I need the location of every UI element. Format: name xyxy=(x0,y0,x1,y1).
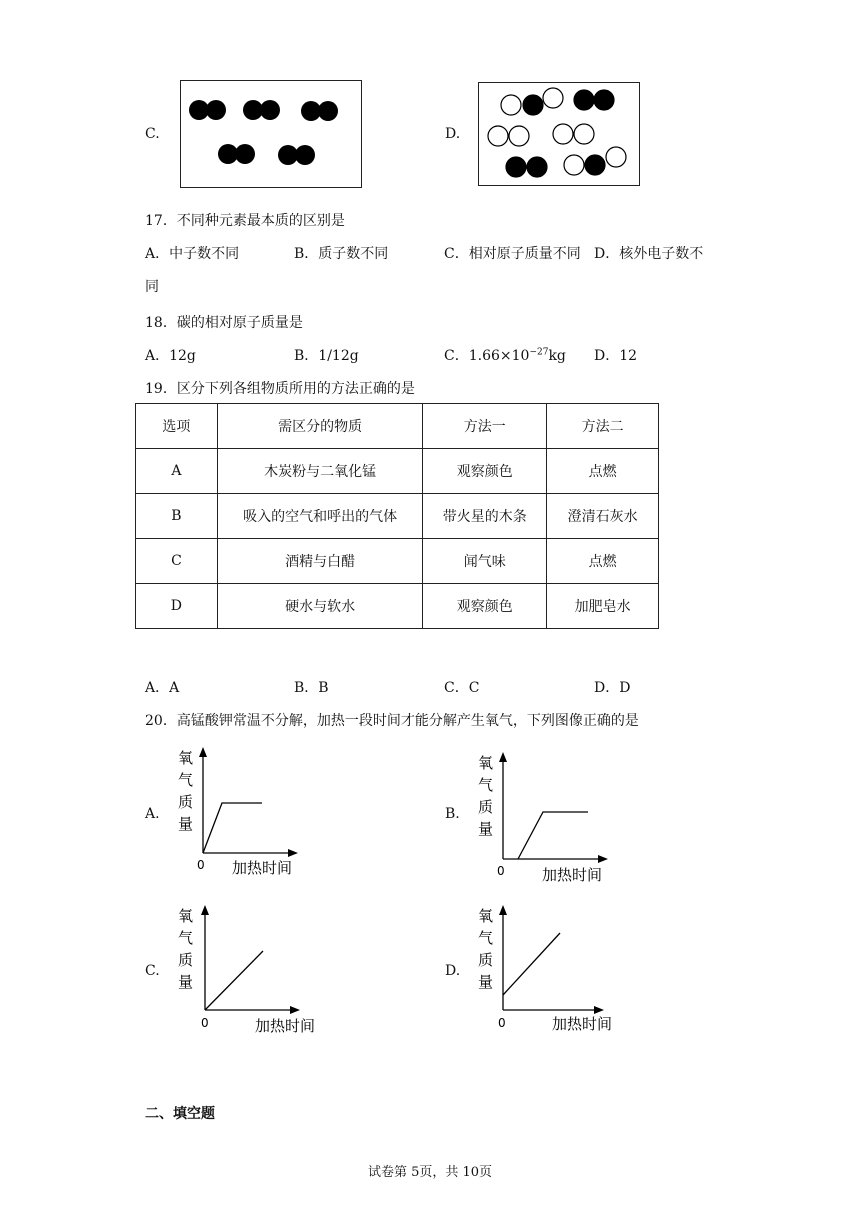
atom-filled xyxy=(594,90,614,110)
table-row xyxy=(136,584,659,629)
table-header-cell: 方法一 xyxy=(423,404,547,449)
table-cell: D xyxy=(136,584,218,629)
y-axis-label-char: 量 xyxy=(478,973,494,991)
table-cell: 带火星的木条 xyxy=(423,494,547,539)
atom-filled xyxy=(574,90,594,110)
curve xyxy=(518,812,588,859)
graph-b xyxy=(470,750,620,892)
curve xyxy=(205,951,263,1010)
y-axis-label-char: 质 xyxy=(478,951,494,969)
table-row xyxy=(136,494,659,539)
q18-option-c-exponent: −27 xyxy=(529,347,549,358)
graph-a-label: A. xyxy=(145,806,160,822)
option-d-label: D. xyxy=(445,126,461,142)
q18-option-c xyxy=(444,345,566,365)
table-cell: 硬水与软水 xyxy=(217,584,423,629)
atom-hollow xyxy=(509,126,529,146)
x-axis-arrow xyxy=(594,1006,604,1014)
table-cell: 观察颜色 xyxy=(423,584,547,629)
table-cell: A xyxy=(136,449,218,494)
y-axis-label-char: 气 xyxy=(478,776,494,794)
q19-option-b: B．B xyxy=(294,680,329,696)
table-cell: 木炭粉与二氧化锰 xyxy=(217,449,423,494)
table-header-cell: 需区分的物质 xyxy=(217,404,423,449)
y-axis-label-char: 气 xyxy=(478,929,494,947)
x-axis-label: 加热时间 xyxy=(232,859,293,877)
atom-hollow xyxy=(574,124,594,144)
atom-hollow xyxy=(488,126,508,146)
table-cell: B xyxy=(136,494,218,539)
atom-filled xyxy=(523,95,543,115)
graph-c xyxy=(170,903,320,1042)
section-title: 二、填空题 xyxy=(145,1106,215,1122)
origin-label: 0 xyxy=(498,1016,506,1030)
origin-label: 0 xyxy=(201,1016,209,1030)
q18-option-c-base: C．1.66×10 xyxy=(444,348,530,364)
atom-hollow xyxy=(606,147,626,167)
y-axis-arrow xyxy=(499,905,507,915)
y-axis-label-char: 气 xyxy=(178,929,194,947)
origin-label: 0 xyxy=(197,858,205,872)
q19-option-c: C．C xyxy=(444,680,480,696)
q18-option-a: A．12g xyxy=(145,348,196,364)
table-header-row xyxy=(136,404,659,449)
curve xyxy=(503,933,560,995)
atom-filled xyxy=(235,144,255,164)
q19-option-d: D．D xyxy=(594,680,631,696)
table-cell: 观察颜色 xyxy=(423,449,547,494)
graph-b-svg xyxy=(470,750,620,888)
comparison-table xyxy=(135,403,659,629)
x-axis-arrow xyxy=(290,1006,300,1014)
x-axis-arrow xyxy=(288,849,298,857)
y-axis-label-char: 质 xyxy=(178,951,194,969)
y-axis-label-char: 氧 xyxy=(178,907,194,925)
q17-option-d: D．核外电子数不 xyxy=(594,246,704,262)
graph-c-svg xyxy=(170,903,320,1038)
y-axis-arrow xyxy=(499,752,507,762)
q18-option-c-unit: kg xyxy=(548,348,566,364)
molecule-diagram-c-svg xyxy=(181,81,363,189)
question-20-stem: 20．高锰酸钾常温不分解，加热一段时间才能分解产生氧气，下列图像正确的是 xyxy=(145,713,639,729)
y-axis-arrow xyxy=(199,747,207,757)
atom-hollow xyxy=(543,88,563,108)
question-19-stem: 19．区分下列各组物质所用的方法正确的是 xyxy=(145,381,415,397)
atom-filled xyxy=(506,157,526,177)
y-axis-label-char: 氧 xyxy=(478,754,494,772)
x-axis-label: 加热时间 xyxy=(255,1017,316,1035)
q17-option-a: A．中子数不同 xyxy=(145,246,240,262)
y-axis-label-char: 质 xyxy=(478,798,494,816)
table-header-cell: 方法二 xyxy=(547,404,659,449)
molecule-diagram-d xyxy=(478,82,640,186)
graph-d-label: D. xyxy=(445,963,461,979)
y-axis-label-char: 量 xyxy=(478,820,494,838)
atom-hollow xyxy=(553,124,573,144)
q17-option-b: B．质子数不同 xyxy=(294,246,389,262)
atom-filled xyxy=(585,155,605,175)
table-cell: 澄清石灰水 xyxy=(547,494,659,539)
table-header-cell: 选项 xyxy=(136,404,218,449)
question-17-stem: 17．不同种元素最本质的区别是 xyxy=(145,213,345,229)
table-cell: 点燃 xyxy=(547,539,659,584)
atom-hollow xyxy=(564,155,584,175)
y-axis-label-char: 量 xyxy=(178,973,194,991)
question-18-stem: 18．碳的相对原子质量是 xyxy=(145,315,303,331)
graph-c-label: C. xyxy=(145,963,160,979)
y-axis-label-char: 氧 xyxy=(478,907,494,925)
q17-option-d-wrap: 同 xyxy=(145,279,159,295)
graph-b-label: B. xyxy=(445,806,460,822)
q19-option-a: A．A xyxy=(145,680,180,696)
y-axis-label-char: 氧 xyxy=(178,749,194,767)
graph-d xyxy=(470,903,620,1042)
curve xyxy=(203,803,262,853)
option-c-label: C. xyxy=(145,126,160,142)
atom-filled xyxy=(206,100,226,120)
page-footer: 试卷第 5页，共 10页 xyxy=(367,1165,493,1180)
atom-filled xyxy=(260,100,280,120)
table-row xyxy=(136,449,659,494)
table-cell: 吸入的空气和呼出的气体 xyxy=(217,494,423,539)
molecule-diagram-d-svg xyxy=(479,83,641,187)
x-axis-label: 加热时间 xyxy=(552,1015,613,1033)
y-axis-arrow xyxy=(201,905,209,915)
atom-hollow xyxy=(501,95,521,115)
x-axis-arrow xyxy=(598,855,608,863)
graph-d-svg xyxy=(470,903,620,1038)
table-cell: 闻气味 xyxy=(423,539,547,584)
atom-filled xyxy=(527,157,547,177)
q17-option-c: C．相对原子质量不同 xyxy=(444,246,581,262)
x-axis-label: 加热时间 xyxy=(542,866,603,884)
graph-a xyxy=(170,745,310,884)
table-cell: 点燃 xyxy=(547,449,659,494)
origin-label: 0 xyxy=(497,864,505,878)
q18-option-b: B．1/12g xyxy=(294,348,359,364)
table-cell: 加肥皂水 xyxy=(547,584,659,629)
y-axis-label-char: 质 xyxy=(178,793,194,811)
atom-filled xyxy=(318,101,338,121)
table-cell: 酒精与白醋 xyxy=(217,539,423,584)
atom-filled xyxy=(295,145,315,165)
graph-a-svg xyxy=(170,745,310,880)
q18-option-d: D．12 xyxy=(594,348,638,364)
table-cell: C xyxy=(136,539,218,584)
y-axis-label-char: 量 xyxy=(178,815,194,833)
table-row xyxy=(136,539,659,584)
y-axis-label-char: 气 xyxy=(178,771,194,789)
molecule-diagram-c xyxy=(180,80,362,188)
